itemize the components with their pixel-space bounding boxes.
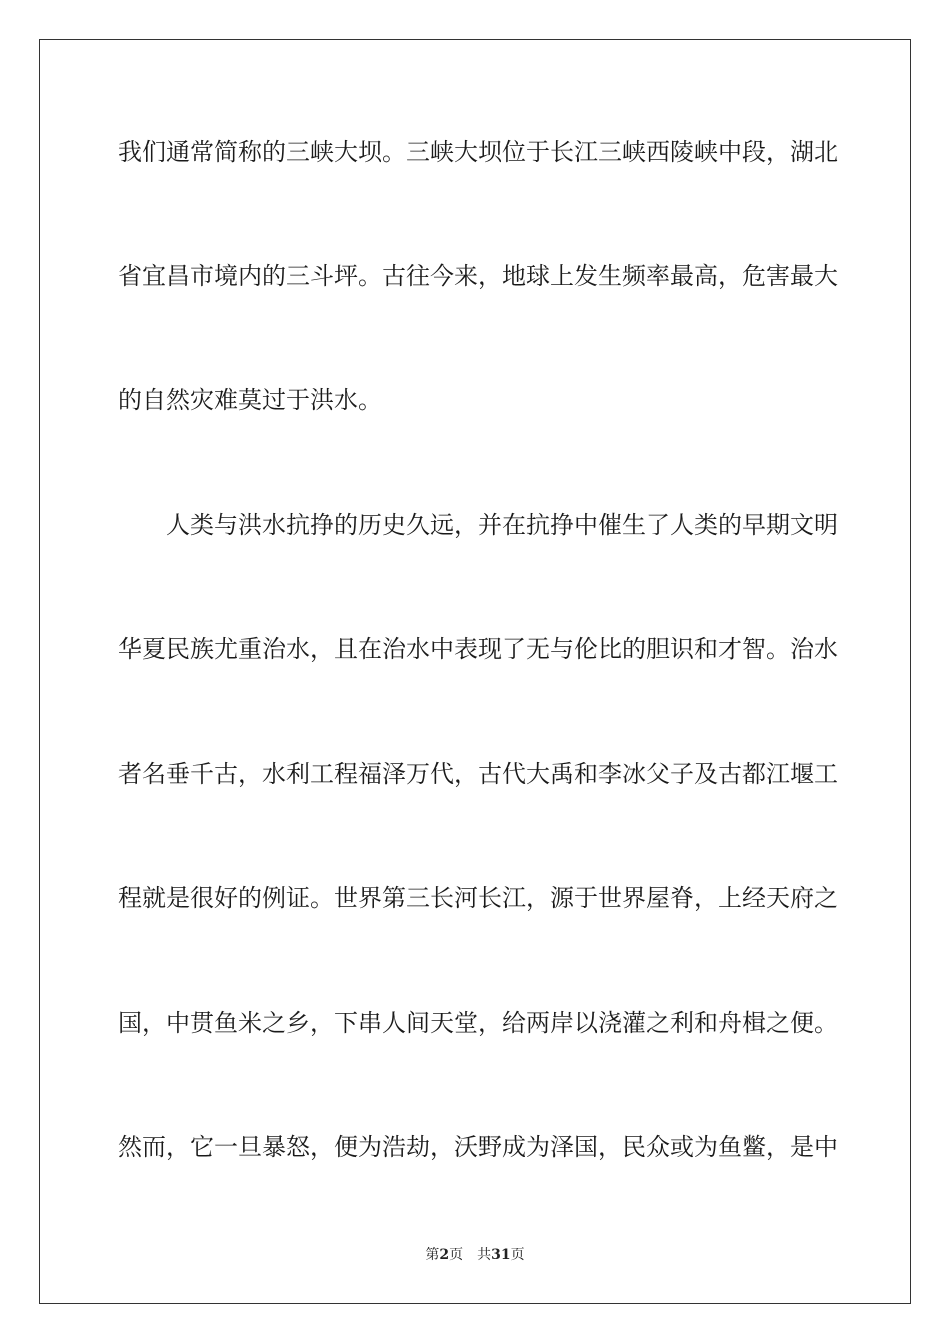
- text-line: 人类与洪水抗挣的历史久远，并在抗挣中催生了人类的早期文明: [166, 511, 838, 539]
- page-prefix: 第: [425, 1247, 440, 1263]
- text-line: 的自然灾难莫过于洪水。: [118, 386, 382, 414]
- page-border: [39, 39, 911, 1304]
- total-suffix: 页: [510, 1247, 525, 1263]
- text-line: 我们通常简称的三峡大坝。三峡大坝位于长江三峡西陵峡中段，湖北: [118, 138, 838, 166]
- text-line: 省宜昌市境内的三斗坪。古往今来，地球上发生频率最高，危害最大: [118, 262, 838, 290]
- text-line: 华夏民族尤重治水，且在治水中表现了无与伦比的胆识和才智。治水: [118, 635, 838, 663]
- text-line: 然而，它一旦暴怒，便为浩劫，沃野成为泽国，民众或为鱼鳖，是中: [118, 1133, 838, 1161]
- page-footer: [0, 1246, 950, 1264]
- text-line: 程就是很好的例证。世界第三长河长江，源于世界屋脊，上经天府之: [118, 884, 838, 912]
- page-number: 2: [439, 1247, 450, 1263]
- text-line: 者名垂千古，水利工程福泽万代，古代大禹和李冰父子及古都江堰工: [118, 760, 838, 788]
- total-pages: 31: [491, 1247, 511, 1263]
- page-suffix: 页: [449, 1247, 464, 1263]
- text-line: 国，中贯鱼米之乡，下串人间天堂，给两岸以浇灌之利和舟楫之便。: [118, 1009, 838, 1037]
- total-prefix: 共: [477, 1247, 492, 1263]
